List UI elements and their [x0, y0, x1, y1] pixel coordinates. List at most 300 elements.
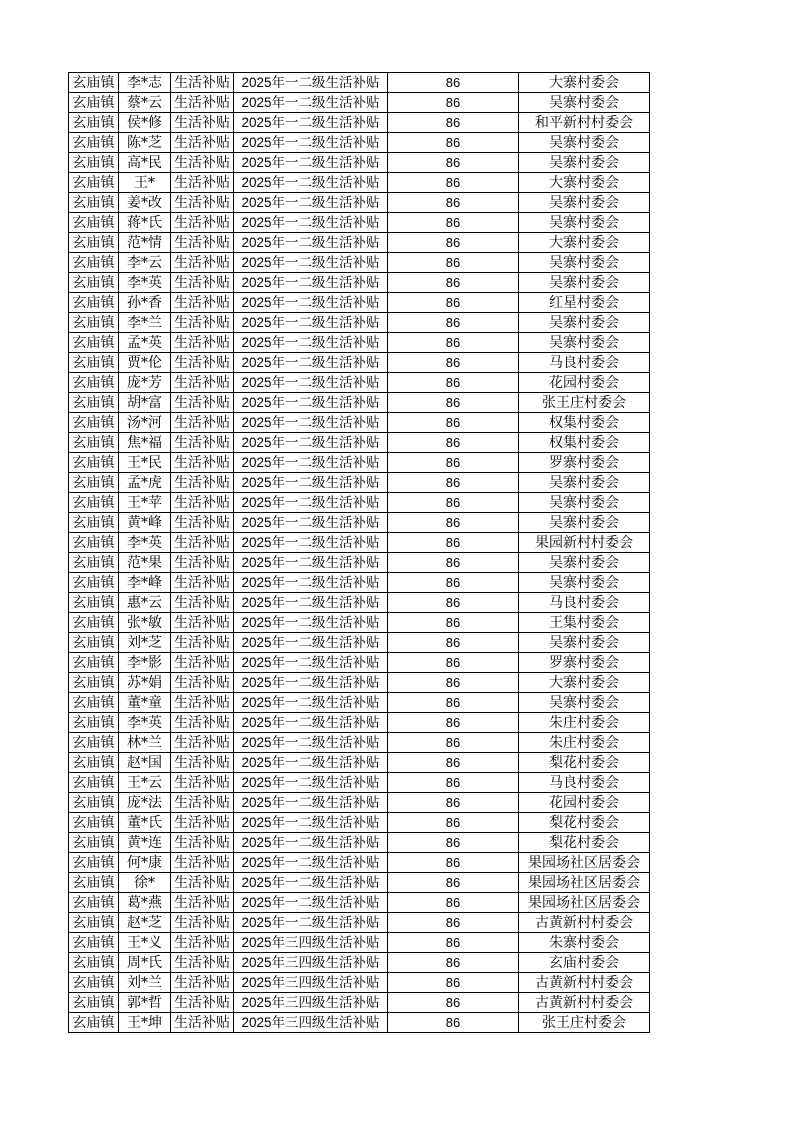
name-cell: 李*志 [119, 73, 171, 93]
table-row [69, 973, 650, 993]
type-cell: 生活补贴 [171, 453, 234, 473]
amount-cell: 86 [388, 253, 519, 273]
type-cell: 生活补贴 [171, 633, 234, 653]
unit-cell: 吴寨村委会 [519, 153, 650, 173]
item-cell: 2025年一二级生活补贴 [234, 693, 388, 713]
town-cell: 玄庙镇 [69, 713, 119, 733]
type-cell: 生活补贴 [171, 533, 234, 553]
unit-cell: 吴寨村委会 [519, 633, 650, 653]
table-row [69, 73, 650, 93]
item-cell: 2025年一二级生活补贴 [234, 133, 388, 153]
town-cell: 玄庙镇 [69, 353, 119, 373]
type-cell: 生活补贴 [171, 393, 234, 413]
amount-cell: 86 [388, 293, 519, 313]
amount-cell: 86 [388, 993, 519, 1013]
table-row [69, 773, 650, 793]
item-cell: 2025年一二级生活补贴 [234, 533, 388, 553]
type-cell: 生活补贴 [171, 653, 234, 673]
item-cell: 2025年一二级生活补贴 [234, 473, 388, 493]
table-row [69, 733, 650, 753]
item-cell: 2025年一二级生活补贴 [234, 333, 388, 353]
type-cell: 生活补贴 [171, 93, 234, 113]
town-cell: 玄庙镇 [69, 533, 119, 553]
table-body [69, 73, 650, 1033]
item-cell: 2025年一二级生活补贴 [234, 73, 388, 93]
type-cell: 生活补贴 [171, 433, 234, 453]
amount-cell: 86 [388, 373, 519, 393]
table-row [69, 673, 650, 693]
table-row [69, 113, 650, 133]
item-cell: 2025年一二级生活补贴 [234, 593, 388, 613]
item-cell: 2025年一二级生活补贴 [234, 353, 388, 373]
town-cell: 玄庙镇 [69, 933, 119, 953]
name-cell: 孟*虎 [119, 473, 171, 493]
item-cell: 2025年一二级生活补贴 [234, 433, 388, 453]
item-cell: 2025年一二级生活补贴 [234, 853, 388, 873]
amount-cell: 86 [388, 693, 519, 713]
table-row [69, 333, 650, 353]
town-cell: 玄庙镇 [69, 273, 119, 293]
table-row [69, 693, 650, 713]
town-cell: 玄庙镇 [69, 553, 119, 573]
town-cell: 玄庙镇 [69, 493, 119, 513]
amount-cell: 86 [388, 273, 519, 293]
unit-cell: 吴寨村委会 [519, 133, 650, 153]
amount-cell: 86 [388, 413, 519, 433]
item-cell: 2025年一二级生活补贴 [234, 613, 388, 633]
item-cell: 2025年一二级生活补贴 [234, 373, 388, 393]
unit-cell: 果园新村村委会 [519, 533, 650, 553]
town-cell: 玄庙镇 [69, 813, 119, 833]
name-cell: 庞*法 [119, 793, 171, 813]
table-row [69, 173, 650, 193]
table-row [69, 253, 650, 273]
name-cell: 蒋*氏 [119, 213, 171, 233]
town-cell: 玄庙镇 [69, 133, 119, 153]
type-cell: 生活补贴 [171, 1013, 234, 1033]
table-row [69, 193, 650, 213]
table-row [69, 913, 650, 933]
item-cell: 2025年一二级生活补贴 [234, 173, 388, 193]
unit-cell: 王集村委会 [519, 613, 650, 633]
item-cell: 2025年一二级生活补贴 [234, 393, 388, 413]
town-cell: 玄庙镇 [69, 593, 119, 613]
name-cell: 李*兰 [119, 313, 171, 333]
type-cell: 生活补贴 [171, 673, 234, 693]
amount-cell: 86 [388, 333, 519, 353]
unit-cell: 红星村委会 [519, 293, 650, 313]
unit-cell: 吴寨村委会 [519, 553, 650, 573]
name-cell: 赵*芝 [119, 913, 171, 933]
town-cell: 玄庙镇 [69, 1013, 119, 1033]
unit-cell: 朱寨村委会 [519, 933, 650, 953]
name-cell: 姜*改 [119, 193, 171, 213]
amount-cell: 86 [388, 613, 519, 633]
type-cell: 生活补贴 [171, 513, 234, 533]
item-cell: 2025年一二级生活补贴 [234, 633, 388, 653]
type-cell: 生活补贴 [171, 273, 234, 293]
amount-cell: 86 [388, 393, 519, 413]
table-row [69, 353, 650, 373]
town-cell: 玄庙镇 [69, 373, 119, 393]
item-cell: 2025年一二级生活补贴 [234, 793, 388, 813]
name-cell: 胡*富 [119, 393, 171, 413]
amount-cell: 86 [388, 713, 519, 733]
amount-cell: 86 [388, 1013, 519, 1033]
type-cell: 生活补贴 [171, 853, 234, 873]
table-row [69, 313, 650, 333]
amount-cell: 86 [388, 913, 519, 933]
item-cell: 2025年一二级生活补贴 [234, 773, 388, 793]
town-cell: 玄庙镇 [69, 653, 119, 673]
amount-cell: 86 [388, 593, 519, 613]
unit-cell: 果园场社区居委会 [519, 873, 650, 893]
item-cell: 2025年一二级生活补贴 [234, 213, 388, 233]
item-cell: 2025年一二级生活补贴 [234, 253, 388, 273]
town-cell: 玄庙镇 [69, 193, 119, 213]
town-cell: 玄庙镇 [69, 773, 119, 793]
town-cell: 玄庙镇 [69, 853, 119, 873]
unit-cell: 朱庄村委会 [519, 713, 650, 733]
name-cell: 惠*云 [119, 593, 171, 613]
name-cell: 范*情 [119, 233, 171, 253]
unit-cell: 玄庙村委会 [519, 953, 650, 973]
name-cell: 贾*伦 [119, 353, 171, 373]
table-row [69, 833, 650, 853]
unit-cell: 张王庄村委会 [519, 1013, 650, 1033]
item-cell: 2025年一二级生活补贴 [234, 313, 388, 333]
item-cell: 2025年一二级生活补贴 [234, 493, 388, 513]
item-cell: 2025年一二级生活补贴 [234, 893, 388, 913]
table-row [69, 753, 650, 773]
unit-cell: 大寨村委会 [519, 173, 650, 193]
item-cell: 2025年一二级生活补贴 [234, 553, 388, 573]
unit-cell: 吴寨村委会 [519, 493, 650, 513]
name-cell: 董*氏 [119, 813, 171, 833]
amount-cell: 86 [388, 933, 519, 953]
town-cell: 玄庙镇 [69, 613, 119, 633]
unit-cell: 马良村委会 [519, 353, 650, 373]
town-cell: 玄庙镇 [69, 393, 119, 413]
item-cell: 2025年一二级生活补贴 [234, 233, 388, 253]
type-cell: 生活补贴 [171, 833, 234, 853]
table-row [69, 893, 650, 913]
type-cell: 生活补贴 [171, 613, 234, 633]
amount-cell: 86 [388, 453, 519, 473]
unit-cell: 古黄新村村委会 [519, 973, 650, 993]
town-cell: 玄庙镇 [69, 873, 119, 893]
town-cell: 玄庙镇 [69, 153, 119, 173]
unit-cell: 张王庄村委会 [519, 393, 650, 413]
amount-cell: 86 [388, 873, 519, 893]
name-cell: 黄*峰 [119, 513, 171, 533]
name-cell: 张*敏 [119, 613, 171, 633]
town-cell: 玄庙镇 [69, 73, 119, 93]
item-cell: 2025年一二级生活补贴 [234, 753, 388, 773]
town-cell: 玄庙镇 [69, 673, 119, 693]
unit-cell: 吴寨村委会 [519, 253, 650, 273]
name-cell: 王*坤 [119, 1013, 171, 1033]
town-cell: 玄庙镇 [69, 573, 119, 593]
type-cell: 生活补贴 [171, 953, 234, 973]
town-cell: 玄庙镇 [69, 513, 119, 533]
unit-cell: 马良村委会 [519, 593, 650, 613]
town-cell: 玄庙镇 [69, 173, 119, 193]
town-cell: 玄庙镇 [69, 693, 119, 713]
name-cell: 陈*芝 [119, 133, 171, 153]
type-cell: 生活补贴 [171, 813, 234, 833]
item-cell: 2025年三四级生活补贴 [234, 973, 388, 993]
table-row [69, 873, 650, 893]
type-cell: 生活补贴 [171, 993, 234, 1013]
unit-cell: 古黄新村村委会 [519, 993, 650, 1013]
table-row [69, 413, 650, 433]
amount-cell: 86 [388, 793, 519, 813]
amount-cell: 86 [388, 173, 519, 193]
town-cell: 玄庙镇 [69, 733, 119, 753]
name-cell: 王*苹 [119, 493, 171, 513]
unit-cell: 吴寨村委会 [519, 333, 650, 353]
item-cell: 2025年一二级生活补贴 [234, 193, 388, 213]
type-cell: 生活补贴 [171, 593, 234, 613]
item-cell: 2025年一二级生活补贴 [234, 513, 388, 533]
town-cell: 玄庙镇 [69, 313, 119, 333]
item-cell: 2025年一二级生活补贴 [234, 913, 388, 933]
amount-cell: 86 [388, 573, 519, 593]
town-cell: 玄庙镇 [69, 333, 119, 353]
name-cell: 李*英 [119, 533, 171, 553]
type-cell: 生活补贴 [171, 253, 234, 273]
town-cell: 玄庙镇 [69, 233, 119, 253]
table-row [69, 273, 650, 293]
name-cell: 周*氏 [119, 953, 171, 973]
type-cell: 生活补贴 [171, 913, 234, 933]
unit-cell: 吴寨村委会 [519, 213, 650, 233]
amount-cell: 86 [388, 813, 519, 833]
name-cell: 林*兰 [119, 733, 171, 753]
table-row [69, 953, 650, 973]
type-cell: 生活补贴 [171, 553, 234, 573]
amount-cell: 86 [388, 133, 519, 153]
table-row [69, 653, 650, 673]
name-cell: 李*英 [119, 273, 171, 293]
table-row [69, 593, 650, 613]
table-row [69, 393, 650, 413]
name-cell: 孟*英 [119, 333, 171, 353]
item-cell: 2025年三四级生活补贴 [234, 933, 388, 953]
unit-cell: 吴寨村委会 [519, 573, 650, 593]
type-cell: 生活补贴 [171, 333, 234, 353]
type-cell: 生活补贴 [171, 873, 234, 893]
amount-cell: 86 [388, 893, 519, 913]
unit-cell: 吴寨村委会 [519, 313, 650, 333]
amount-cell: 86 [388, 753, 519, 773]
amount-cell: 86 [388, 733, 519, 753]
name-cell: 何*康 [119, 853, 171, 873]
town-cell: 玄庙镇 [69, 973, 119, 993]
table-row [69, 453, 650, 473]
table-row [69, 293, 650, 313]
town-cell: 玄庙镇 [69, 93, 119, 113]
unit-cell: 罗寨村委会 [519, 653, 650, 673]
type-cell: 生活补贴 [171, 713, 234, 733]
table-row [69, 793, 650, 813]
unit-cell: 梨花村委会 [519, 813, 650, 833]
name-cell: 侯*修 [119, 113, 171, 133]
amount-cell: 86 [388, 73, 519, 93]
amount-cell: 86 [388, 93, 519, 113]
item-cell: 2025年一二级生活补贴 [234, 153, 388, 173]
name-cell: 蔡*云 [119, 93, 171, 113]
item-cell: 2025年一二级生活补贴 [234, 453, 388, 473]
unit-cell: 古黄新村村委会 [519, 913, 650, 933]
type-cell: 生活补贴 [171, 173, 234, 193]
town-cell: 玄庙镇 [69, 253, 119, 273]
table-row [69, 713, 650, 733]
subsidy-table [68, 72, 650, 1033]
unit-cell: 吴寨村委会 [519, 513, 650, 533]
table-row [69, 813, 650, 833]
name-cell: 李*云 [119, 253, 171, 273]
table-row [69, 633, 650, 653]
type-cell: 生活补贴 [171, 213, 234, 233]
amount-cell: 86 [388, 553, 519, 573]
unit-cell: 梨花村委会 [519, 833, 650, 853]
town-cell: 玄庙镇 [69, 913, 119, 933]
item-cell: 2025年一二级生活补贴 [234, 673, 388, 693]
name-cell: 苏*娟 [119, 673, 171, 693]
amount-cell: 86 [388, 213, 519, 233]
type-cell: 生活补贴 [171, 353, 234, 373]
item-cell: 2025年一二级生活补贴 [234, 413, 388, 433]
type-cell: 生活补贴 [171, 293, 234, 313]
amount-cell: 86 [388, 313, 519, 333]
amount-cell: 86 [388, 493, 519, 513]
type-cell: 生活补贴 [171, 413, 234, 433]
type-cell: 生活补贴 [171, 193, 234, 213]
table-row [69, 213, 650, 233]
amount-cell: 86 [388, 433, 519, 453]
type-cell: 生活补贴 [171, 493, 234, 513]
table-row [69, 533, 650, 553]
town-cell: 玄庙镇 [69, 293, 119, 313]
name-cell: 庞*芳 [119, 373, 171, 393]
type-cell: 生活补贴 [171, 733, 234, 753]
town-cell: 玄庙镇 [69, 413, 119, 433]
name-cell: 汤*河 [119, 413, 171, 433]
table-row [69, 573, 650, 593]
item-cell: 2025年一二级生活补贴 [234, 573, 388, 593]
item-cell: 2025年一二级生活补贴 [234, 93, 388, 113]
unit-cell: 吴寨村委会 [519, 273, 650, 293]
type-cell: 生活补贴 [171, 773, 234, 793]
name-cell: 刘*兰 [119, 973, 171, 993]
unit-cell: 果园场社区居委会 [519, 853, 650, 873]
name-cell: 徐* [119, 873, 171, 893]
unit-cell: 大寨村委会 [519, 673, 650, 693]
unit-cell: 果园场社区居委会 [519, 893, 650, 913]
table-row [69, 613, 650, 633]
type-cell: 生活补贴 [171, 113, 234, 133]
unit-cell: 权集村委会 [519, 413, 650, 433]
name-cell: 赵*国 [119, 753, 171, 773]
amount-cell: 86 [388, 113, 519, 133]
unit-cell: 吴寨村委会 [519, 93, 650, 113]
name-cell: 郭*哲 [119, 993, 171, 1013]
town-cell: 玄庙镇 [69, 893, 119, 913]
unit-cell: 花园村委会 [519, 793, 650, 813]
type-cell: 生活补贴 [171, 573, 234, 593]
town-cell: 玄庙镇 [69, 213, 119, 233]
table-row [69, 153, 650, 173]
amount-cell: 86 [388, 233, 519, 253]
type-cell: 生活补贴 [171, 973, 234, 993]
type-cell: 生活补贴 [171, 753, 234, 773]
town-cell: 玄庙镇 [69, 953, 119, 973]
table-row [69, 513, 650, 533]
item-cell: 2025年三四级生活补贴 [234, 953, 388, 973]
item-cell: 2025年一二级生活补贴 [234, 833, 388, 853]
item-cell: 2025年一二级生活补贴 [234, 273, 388, 293]
name-cell: 孙*香 [119, 293, 171, 313]
type-cell: 生活补贴 [171, 933, 234, 953]
name-cell: 董*童 [119, 693, 171, 713]
amount-cell: 86 [388, 953, 519, 973]
item-cell: 2025年一二级生活补贴 [234, 653, 388, 673]
type-cell: 生活补贴 [171, 133, 234, 153]
amount-cell: 86 [388, 633, 519, 653]
amount-cell: 86 [388, 653, 519, 673]
town-cell: 玄庙镇 [69, 753, 119, 773]
town-cell: 玄庙镇 [69, 793, 119, 813]
name-cell: 高*民 [119, 153, 171, 173]
type-cell: 生活补贴 [171, 693, 234, 713]
unit-cell: 马良村委会 [519, 773, 650, 793]
amount-cell: 86 [388, 773, 519, 793]
item-cell: 2025年一二级生活补贴 [234, 113, 388, 133]
table-row [69, 233, 650, 253]
unit-cell: 罗寨村委会 [519, 453, 650, 473]
name-cell: 李*影 [119, 653, 171, 673]
town-cell: 玄庙镇 [69, 633, 119, 653]
type-cell: 生活补贴 [171, 233, 234, 253]
type-cell: 生活补贴 [171, 793, 234, 813]
amount-cell: 86 [388, 513, 519, 533]
town-cell: 玄庙镇 [69, 453, 119, 473]
type-cell: 生活补贴 [171, 893, 234, 913]
amount-cell: 86 [388, 193, 519, 213]
item-cell: 2025年三四级生活补贴 [234, 993, 388, 1013]
item-cell: 2025年三四级生活补贴 [234, 1013, 388, 1033]
amount-cell: 86 [388, 353, 519, 373]
item-cell: 2025年一二级生活补贴 [234, 293, 388, 313]
amount-cell: 86 [388, 153, 519, 173]
name-cell: 王* [119, 173, 171, 193]
name-cell: 刘*芝 [119, 633, 171, 653]
item-cell: 2025年一二级生活补贴 [234, 733, 388, 753]
type-cell: 生活补贴 [171, 73, 234, 93]
table-row [69, 373, 650, 393]
town-cell: 玄庙镇 [69, 833, 119, 853]
table-row [69, 993, 650, 1013]
type-cell: 生活补贴 [171, 373, 234, 393]
table-row [69, 1013, 650, 1033]
unit-cell: 吴寨村委会 [519, 693, 650, 713]
town-cell: 玄庙镇 [69, 113, 119, 133]
unit-cell: 吴寨村委会 [519, 473, 650, 493]
amount-cell: 86 [388, 673, 519, 693]
table-row [69, 933, 650, 953]
